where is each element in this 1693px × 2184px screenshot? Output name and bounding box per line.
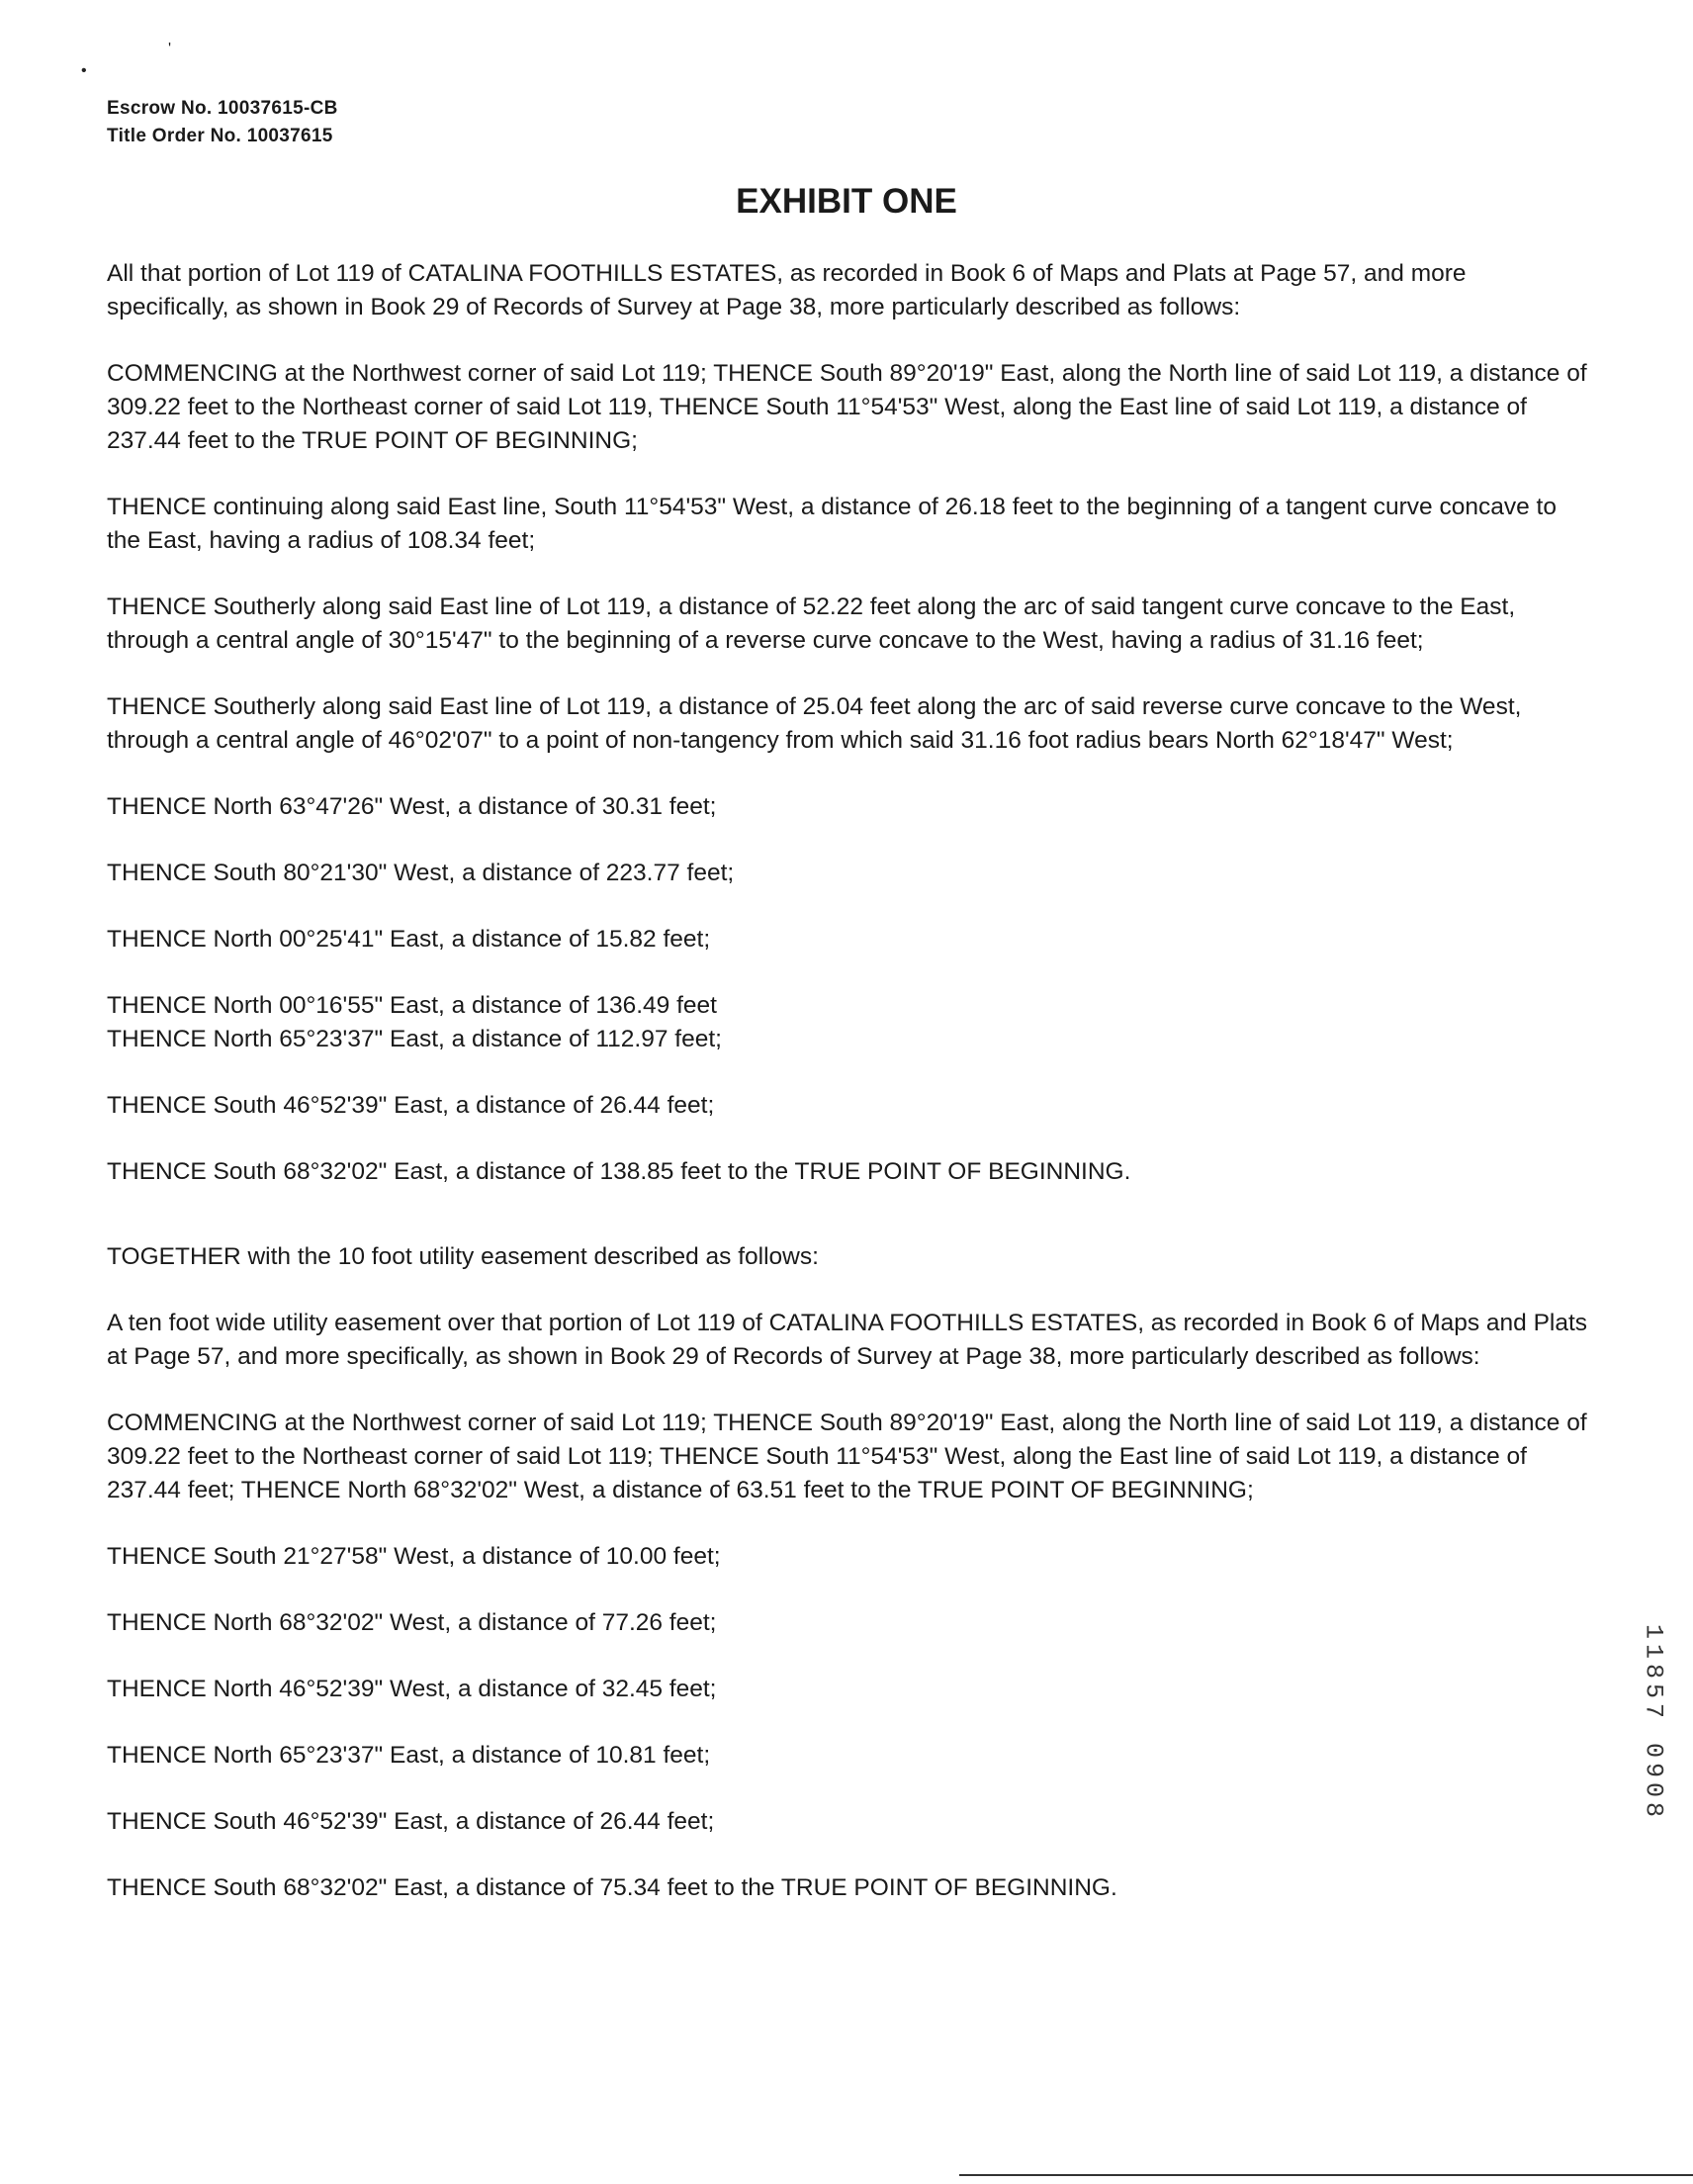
page-title: EXHIBIT ONE <box>736 182 957 221</box>
intro-paragraph: All that portion of Lot 119 of CATALINA FOOTHILLS ESTATES, as recorded in Book 6 of Maps and Plats at Page 57, and more specifically, as shown in Book 29 of Records of Survey at Page 38, more particularly described as follows: <box>107 260 1467 320</box>
stray-mark-left: • <box>81 62 87 79</box>
easement-course-paragraph: THENCE North 46°52'39" West, a distance of 32.45 feet; <box>107 1676 717 1702</box>
commencing-paragraph: COMMENCING at the Northwest corner of said Lot 119; THENCE South 89°20'19" East, along the North line of said Lot 119, a distance of 309.22 feet to the Northeast corner of said Lot 119, THENCE South 11°54'53" West, along the East line of said Lot 119, a distance of 237.44 feet to the TRUE POINT OF BEGINNING; <box>107 360 1587 454</box>
legal-description <box>107 257 1590 1938</box>
easement-course-paragraph: THENCE South 68°32'02" East, a distance of 75.34 feet to the TRUE POINT OF BEGINNING. <box>107 1874 1117 1901</box>
easement-intro-paragraph: A ten foot wide utility easement over that portion of Lot 119 of CATALINA FOOTHILLS ESTATES, as recorded in Book 6 of Maps and Plats at Page 57, and more specifically, as shown in Book 29 of Records of Survey at Page 38, more particularly described as follows: <box>107 1310 1588 1370</box>
recording-stamp <box>1639 1594 1668 1852</box>
course-paragraph: THENCE North 63°47'26" West, a distance of 30.31 feet; <box>107 793 717 820</box>
easement-course-paragraph: THENCE North 65°23'37" East, a distance of 10.81 feet; <box>107 1742 711 1769</box>
easement-course-paragraph: THENCE South 46°52'39" East, a distance of 26.44 feet; <box>107 1808 715 1835</box>
escrow-number: Escrow No. 10037615-CB <box>107 98 338 119</box>
easement-heading: TOGETHER with the 10 foot utility easement described as follows: <box>107 1243 819 1270</box>
course-paragraph: THENCE North 00°25'41" East, a distance of 15.82 feet; <box>107 926 711 953</box>
document-header <box>107 95 338 150</box>
recording-stamp-text: 11857 0908 <box>1639 1623 1668 1823</box>
easement-course-paragraph: THENCE North 68°32'02" West, a distance of 77.26 feet; <box>107 1609 717 1636</box>
stray-mark-top: ' <box>168 41 172 57</box>
footer-rule <box>959 2174 1693 2176</box>
course-paragraph: THENCE Southerly along said East line of Lot 119, a distance of 52.22 feet along the arc of said tangent curve concave to the East, through a central angle of 30°15'47" to the beginning of a reverse curve concave to the West, having a radius of 31.16 feet; <box>107 593 1516 654</box>
easement-course-paragraph: THENCE South 21°27'58" West, a distance of 10.00 feet; <box>107 1543 721 1570</box>
course-paragraph: THENCE South 68°32'02" East, a distance of 138.85 feet to the TRUE POINT OF BEGINNING. <box>107 1158 1131 1185</box>
course-paragraph: THENCE North 65°23'37" East, a distance of 112.97 feet; <box>107 1026 722 1052</box>
course-paragraph: THENCE Southerly along said East line of Lot 119, a distance of 25.04 feet along the arc of said reverse curve concave to the West, through a central angle of 46°02'07" to a point of non-tangency from which said 31.16 foot radius bears North 62°18'47" West; <box>107 693 1522 754</box>
course-paragraph: THENCE North 00°16'55" East, a distance of 136.49 feet <box>107 992 717 1019</box>
course-paragraph: THENCE South 80°21'30" West, a distance of 223.77 feet; <box>107 860 735 886</box>
title-order-number: Title Order No. 10037615 <box>107 126 333 146</box>
course-paragraph: THENCE South 46°52'39" East, a distance of 26.44 feet; <box>107 1092 715 1119</box>
easement-commencing-paragraph: COMMENCING at the Northwest corner of said Lot 119; THENCE South 89°20'19" East, along the North line of said Lot 119, a distance of 309.22 feet to the Northeast corner of said Lot 119; THENCE South 11°54'53" West, along the East line of said Lot 119, a distance of 237.44 feet; THENCE North 68°32'02" West, a distance of 63.51 feet to the TRUE POINT OF BEGINNING; <box>107 1410 1587 1503</box>
course-paragraph: THENCE continuing along said East line, South 11°54'53" West, a distance of 26.18 feet to the beginning of a tangent curve concave to the East, having a radius of 108.34 feet; <box>107 494 1557 554</box>
